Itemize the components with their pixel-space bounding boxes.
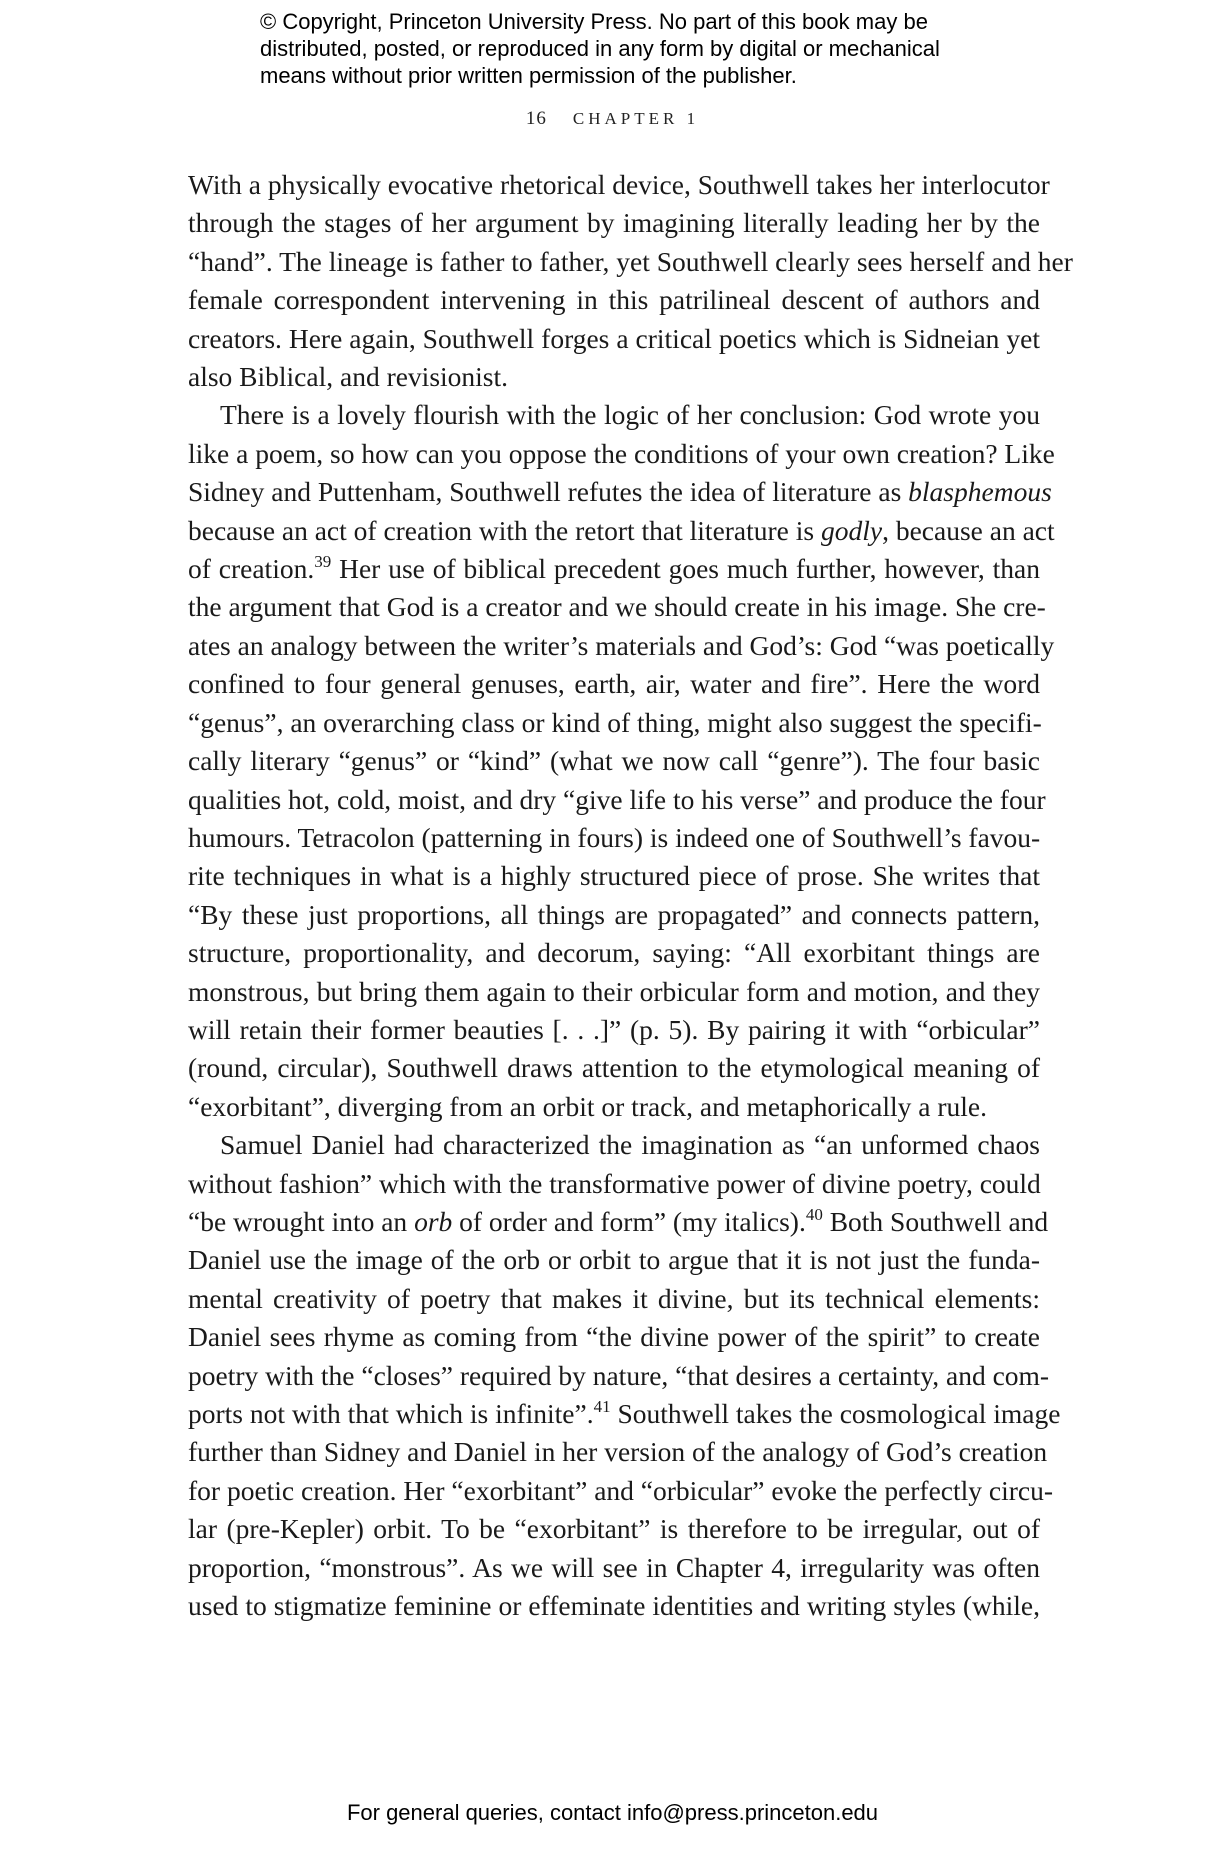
copyright-line: distributed, posted, or reproduced in any form by digital or mechanical	[260, 36, 940, 61]
text-run: , because an act	[882, 514, 1055, 546]
body-text	[188, 166, 1073, 1625]
copyright-notice	[260, 8, 980, 89]
text-line: rite techniques in what is a highly structured piece of prose. She writes that	[188, 860, 1040, 892]
text-line	[188, 1395, 1061, 1433]
text-line: like a poem, so how can you oppose the conditions of your own creation? Like	[188, 437, 1055, 469]
text-line: for poetic creation. Her “exorbitant” and “orbicular” evoke the perfectly circu-	[188, 1474, 1054, 1506]
text-run: ports not with that which is infinite”.	[188, 1398, 594, 1429]
text-line: humours. Tetracolon (patterning in fours) is indeed one of Southwell’s favou-	[188, 821, 1041, 853]
page-number: 16	[525, 108, 547, 129]
text-line: mental creativity of poetry that makes it divine, but its technical elements:	[188, 1282, 1040, 1314]
text-line: lar (pre-Kepler) orbit. To be “exorbitant” is therefore to be irregular, out of	[188, 1513, 1040, 1545]
text-line: Daniel sees rhyme as coming from “the divine power of the spirit” to create	[188, 1321, 1040, 1353]
text-line: There is a lovely flourish with the logic of her conclusion: God wrote you	[220, 399, 1040, 431]
text-line: Samuel Daniel had characterized the imagination as “an unformed chaos	[220, 1129, 1040, 1161]
text-line: “hand”. The lineage is father to father, yet Southwell clearly sees herself and her	[188, 245, 1073, 277]
text-line: “By these just proportions, all things are propagated” and connects pattern,	[188, 898, 1040, 930]
text-line: will retain their former beauties [. . .]” (p. 5). By pairing it with “orbicular”	[188, 1013, 1040, 1045]
text-line: confined to four general genuses, earth, air, water and fire”. Here the word	[188, 668, 1040, 700]
text-line: without fashion” which with the transformative power of divine poetry, could	[188, 1167, 1041, 1199]
copyright-line: means without prior written permission of the publisher.	[260, 63, 797, 88]
text-line: ates an analogy between the writer’s materials and God’s: God “was poetically	[188, 629, 1055, 661]
footnote-ref: 40	[805, 1204, 823, 1224]
text-run: Her use of biblical precedent goes much further, however, than	[331, 553, 1040, 585]
text-run: of creation.	[188, 553, 315, 585]
text-line: “genus”, an overarching class or kind of thing, might also suggest the specifi-	[188, 706, 1042, 738]
text-line: cally literary “genus” or “kind” (what we now call “genre”). The four basic	[188, 745, 1040, 777]
footnote-ref: 39	[314, 552, 332, 572]
italic-term: blasphemous	[908, 476, 1052, 508]
chapter-label: CHAPTER 1	[572, 109, 700, 128]
italic-term: orb	[414, 1205, 453, 1237]
text-line: structure, proportionality, and decorum, saying: “All exorbitant things are	[188, 937, 1040, 969]
text-run: because an act of creation with the retort that literature is	[188, 514, 821, 546]
text-run: Both Southwell and	[822, 1205, 1049, 1237]
text-line	[188, 550, 1040, 588]
text-run: of order and form” (my italics).	[452, 1205, 806, 1237]
text-line: “exorbitant”, diverging from an orbit or track, and metaphorically a rule.	[188, 1090, 987, 1122]
paragraph	[188, 396, 1055, 1126]
text-line	[188, 1203, 1049, 1241]
text-line: also Biblical, and revisionist.	[188, 361, 509, 393]
text-line: proportion, “monstrous”. As we will see in Chapter 4, irregularity was often	[188, 1551, 1040, 1583]
footer-contact: For general queries, contact info@press.princeton.edu	[346, 1800, 879, 1825]
text-line: female correspondent intervening in this patrilineal descent of authors and	[188, 284, 1040, 316]
text-line	[188, 473, 1052, 511]
text-line: creators. Here again, Southwell forges a critical poetics which is Sidneian yet	[188, 322, 1040, 354]
text-line: used to stigmatize feminine or effeminate identities and writing styles (while,	[188, 1590, 1040, 1622]
text-line: through the stages of her argument by imagining literally leading her by the	[188, 207, 1040, 239]
italic-term: godly	[820, 514, 883, 546]
copyright-line: © Copyright, Princeton University Press. No part of this book may be	[260, 9, 928, 34]
text-run: “be wrought into an	[188, 1205, 415, 1237]
text-line: With a physically evocative rhetorical device, Southwell takes her interlocutor	[188, 169, 1050, 200]
footnote-ref: 41	[593, 1397, 611, 1416]
text-line: monstrous, but bring them again to their orbicular form and motion, and they	[188, 975, 1040, 1007]
text-run: Sidney and Puttenham, Southwell refutes the idea of literature as	[188, 476, 909, 508]
running-head	[0, 108, 1225, 130]
text-line: (round, circular), Southwell draws attention to the etymological meaning of	[188, 1052, 1040, 1084]
text-run: Southwell takes the cosmological image	[610, 1398, 1061, 1429]
paragraph	[188, 166, 1073, 396]
text-line	[188, 512, 1055, 550]
text-line: poetry with the “closes” required by nature, “that desires a certainty, and com-	[188, 1359, 1050, 1391]
paragraph	[188, 1126, 1061, 1625]
text-line: qualities hot, cold, moist, and dry “give life to his verse” and produce the four	[188, 783, 1046, 815]
text-line: Daniel use the image of the orb or orbit to argue that it is not just the funda-	[188, 1244, 1040, 1276]
text-line: further than Sidney and Daniel in her version of the analogy of God’s creation	[188, 1436, 1048, 1468]
text-line: the argument that God is a creator and we should create in his image. She cre-	[188, 591, 1046, 623]
